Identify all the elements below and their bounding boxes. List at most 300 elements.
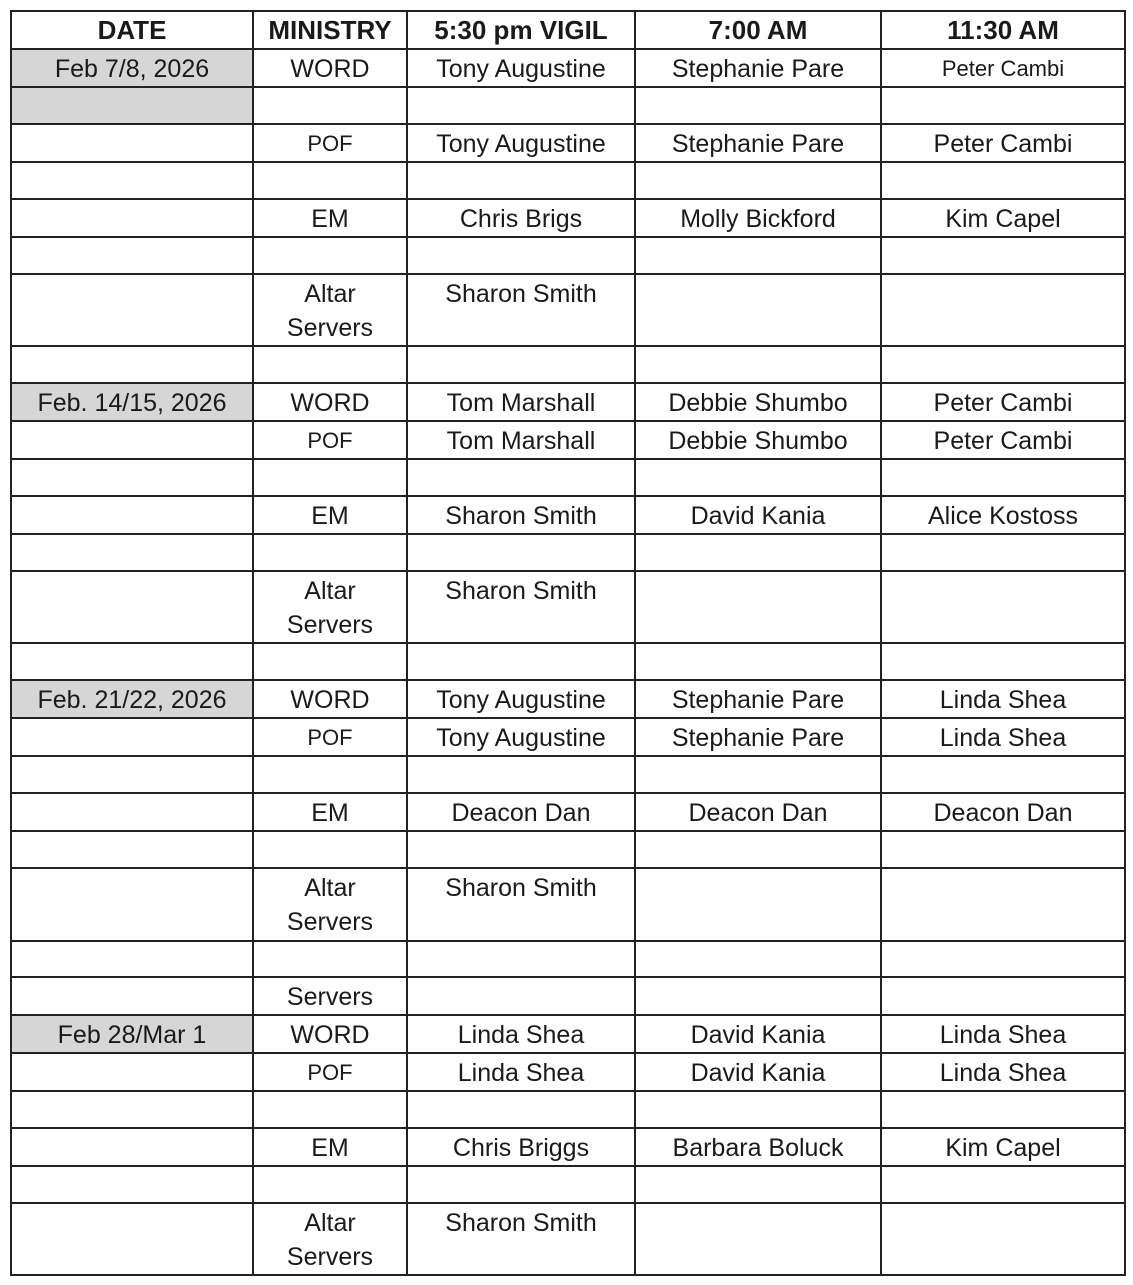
table-row [11,1053,1125,1091]
am7-cell [635,346,881,383]
ministry-cell-text [258,832,402,834]
vigil-cell-text [412,978,630,980]
ministry-cell [253,756,407,793]
am7-cell-text: Stephanie Pare [671,724,845,752]
am7-cell-text: Debbie Shumbo [668,389,848,417]
am1130-cell-text [886,238,1120,240]
table-row [11,571,1125,643]
am7-cell [635,199,881,237]
ministry-cell-text [258,88,402,90]
ministry-cell [253,199,407,237]
table-row [11,49,1125,87]
am7-cell [635,534,881,571]
am1130-cell-text [886,460,1120,462]
ministry-cell [253,1091,407,1128]
schedule-body [11,49,1125,1275]
ministry-cell-text: Altar Servers [286,280,374,342]
am1130-cell [881,1128,1125,1166]
ministry-cell [253,124,407,162]
date-cell [11,124,253,162]
vigil-cell [407,643,635,680]
date-cell [11,643,253,680]
am1130-cell-text [886,942,1120,944]
am7-cell [635,868,881,941]
am1130-cell-text [886,1092,1120,1094]
ministry-cell-text: POF [307,428,353,453]
table-row [11,237,1125,274]
am1130-cell-text [886,535,1120,537]
ministry-cell-text [258,238,402,240]
am1130-cell [881,49,1125,87]
vigil-cell [407,718,635,756]
vigil-cell [407,459,635,496]
am7-cell [635,162,881,199]
am7-cell-text [640,978,876,980]
ministry-cell-text [258,163,402,165]
vigil-cell-text: Tony Augustine [436,686,606,714]
date-cell [11,162,253,199]
table-row [11,718,1125,756]
am7-cell [635,1053,881,1091]
vigil-cell-text [412,535,630,537]
vigil-cell-text [412,1167,630,1169]
am1130-cell [881,421,1125,459]
date-cell [11,199,253,237]
vigil-cell-text [412,347,630,349]
am7-cell-text [640,757,876,759]
date-cell [11,1053,253,1091]
ministry-cell [253,941,407,977]
am7-cell-text [640,942,876,944]
am1130-cell-text [886,978,1120,980]
date-cell [11,274,253,346]
date-cell [11,534,253,571]
am1130-cell [881,496,1125,534]
header-row [11,11,1125,49]
date-cell-text [16,1167,248,1169]
table-row [11,868,1125,941]
ministry-schedule-table [10,10,1126,1276]
date-cell-text [16,794,248,796]
ministry-cell-text: POF [307,725,353,750]
table-row [11,756,1125,793]
header-ministry: MINISTRY [253,11,407,49]
date-cell [11,87,253,124]
date-cell [11,680,253,718]
table-row [11,793,1125,831]
date-cell-text [16,163,248,165]
vigil-cell [407,1015,635,1053]
ministry-cell [253,274,407,346]
vigil-cell-text: Linda Shea [457,1059,585,1087]
am7-cell-text: Molly Bickford [680,205,836,233]
vigil-cell [407,274,635,346]
am1130-cell-text: Peter Cambi [933,130,1073,158]
ministry-cell [253,459,407,496]
am7-cell [635,49,881,87]
vigil-cell [407,977,635,1015]
ministry-cell [253,571,407,643]
date-cell [11,718,253,756]
am7-cell [635,571,881,643]
vigil-cell [407,49,635,87]
vigil-cell [407,868,635,941]
vigil-cell-text: Linda Shea [457,1021,585,1049]
ministry-cell [253,831,407,868]
header-7am: 7:00 AM [635,11,881,49]
vigil-cell-text: Sharon Smith [445,502,597,530]
am1130-cell-text [886,832,1120,834]
am7-cell [635,87,881,124]
am1130-cell-text: Peter Cambi [933,389,1073,417]
am7-cell [635,274,881,346]
ministry-cell [253,1015,407,1053]
table-row [11,124,1125,162]
am7-cell-text [640,88,876,90]
am7-cell [635,1091,881,1128]
vigil-cell-text: Tom Marshall [446,389,596,417]
vigil-cell-text [412,644,630,646]
table-row [11,162,1125,199]
vigil-cell [407,237,635,274]
vigil-cell-text [412,942,630,944]
header-date: DATE [11,11,253,49]
table-row [11,346,1125,383]
header-vigil: 5:30 pm VIGIL [407,11,635,49]
table-row [11,199,1125,237]
table-row [11,941,1125,977]
am7-cell-text [640,347,876,349]
ministry-cell-text: POF [307,1060,353,1085]
vigil-cell [407,199,635,237]
vigil-cell-text: Chris Briggs [452,1134,590,1162]
am7-cell-text [640,275,876,277]
vigil-cell [407,496,635,534]
date-cell-text [16,719,248,721]
am1130-cell [881,124,1125,162]
am7-cell-text: David Kania [690,1059,826,1087]
ministry-cell [253,1203,407,1275]
am1130-cell [881,571,1125,643]
am7-cell-text [640,460,876,462]
ministry-cell-text [258,644,402,646]
vigil-cell-text: Chris Brigs [459,205,583,233]
date-cell [11,421,253,459]
ministry-cell-text: EM [311,205,349,233]
date-cell-text [16,347,248,349]
am7-cell-text: Debbie Shumbo [668,427,848,455]
am1130-cell-text: Linda Shea [939,1059,1067,1087]
ministry-cell [253,680,407,718]
vigil-cell-text [412,88,630,90]
ministry-cell [253,1053,407,1091]
vigil-cell-text: Tony Augustine [436,55,606,83]
vigil-cell [407,421,635,459]
date-cell-text [16,832,248,834]
vigil-cell-text: Tom Marshall [446,427,596,455]
am1130-cell-text: Peter Cambi [933,427,1073,455]
table-row [11,680,1125,718]
vigil-cell-text: Deacon Dan [451,799,591,827]
am1130-cell [881,868,1125,941]
vigil-cell-text: Sharon Smith [445,280,597,308]
ministry-cell-text: EM [311,502,349,530]
am7-cell-text [640,832,876,834]
am1130-cell [881,1091,1125,1128]
ministry-cell [253,643,407,680]
date-cell [11,756,253,793]
am7-cell [635,237,881,274]
date-cell-text [16,1204,248,1206]
ministry-cell-text [258,942,402,944]
ministry-cell-text [258,460,402,462]
ministry-cell [253,534,407,571]
vigil-cell-text [412,1092,630,1094]
am7-cell [635,718,881,756]
am7-cell-text [640,1092,876,1094]
ministry-cell [253,868,407,941]
ministry-cell-text: WORD [290,686,370,714]
ministry-cell [253,421,407,459]
am1130-cell-text: Deacon Dan [933,799,1073,827]
am1130-cell-text [886,572,1120,574]
table-row [11,274,1125,346]
vigil-cell [407,1166,635,1203]
date-cell-text: Feb 7/8, 2026 [54,55,210,83]
ministry-cell-text: Altar Servers [286,874,374,936]
am1130-cell [881,756,1125,793]
am1130-cell-text [886,644,1120,646]
am7-cell-text [640,572,876,574]
am7-cell-text: Stephanie Pare [671,130,845,158]
vigil-cell-text: Tony Augustine [436,130,606,158]
date-cell-text [16,942,248,944]
date-cell [11,1091,253,1128]
ministry-cell [253,346,407,383]
ministry-cell-text: EM [311,1134,349,1162]
am1130-cell [881,1203,1125,1275]
am1130-cell [881,459,1125,496]
vigil-cell [407,87,635,124]
date-cell [11,793,253,831]
am7-cell [635,383,881,421]
am7-cell-text [640,163,876,165]
ministry-cell-text: WORD [290,55,370,83]
table-row [11,643,1125,680]
date-cell-text [16,644,248,646]
ministry-cell [253,237,407,274]
am1130-cell [881,680,1125,718]
vigil-cell [407,162,635,199]
table-row [11,459,1125,496]
am1130-cell [881,1015,1125,1053]
am7-cell [635,496,881,534]
table-row [11,1128,1125,1166]
ministry-cell [253,87,407,124]
am7-cell [635,1203,881,1275]
am7-cell-text [640,1167,876,1169]
am7-cell [635,421,881,459]
vigil-cell-text [412,238,630,240]
date-cell [11,571,253,643]
ministry-cell-text: Altar Servers [286,577,374,639]
date-cell-text [16,497,248,499]
vigil-cell [407,383,635,421]
ministry-cell [253,383,407,421]
date-cell-text [16,422,248,424]
date-cell-text [16,238,248,240]
am7-cell [635,459,881,496]
ministry-cell-text [258,757,402,759]
ministry-cell [253,977,407,1015]
date-cell [11,1203,253,1275]
am1130-cell-text: Alice Kostoss [927,502,1079,530]
date-cell [11,1166,253,1203]
am1130-cell [881,383,1125,421]
date-cell-text [16,757,248,759]
am1130-cell-text: Kim Capel [945,1134,1061,1162]
date-cell [11,237,253,274]
am1130-cell-text: Linda Shea [939,1021,1067,1049]
am7-cell [635,793,881,831]
am1130-cell [881,346,1125,383]
ministry-cell-text [258,347,402,349]
am7-cell-text [640,644,876,646]
date-cell-text [16,460,248,462]
date-cell [11,868,253,941]
date-cell [11,977,253,1015]
date-cell-text: Feb 28/Mar 1 [57,1021,207,1049]
vigil-cell [407,1203,635,1275]
am1130-cell [881,87,1125,124]
am1130-cell-text [886,163,1120,165]
am1130-cell-text: Linda Shea [939,686,1067,714]
date-cell [11,496,253,534]
ministry-cell-text: Servers [286,983,374,1011]
ministry-cell-text: EM [311,799,349,827]
vigil-cell [407,1128,635,1166]
vigil-cell-text: Tony Augustine [436,724,606,752]
header-1130am: 11:30 AM [881,11,1125,49]
date-cell-text [16,1054,248,1056]
date-cell-text [16,572,248,574]
am1130-cell [881,274,1125,346]
am1130-cell-text: Kim Capel [945,205,1061,233]
vigil-cell [407,124,635,162]
vigil-cell-text [412,460,630,462]
ministry-cell [253,1166,407,1203]
ministry-cell-text: WORD [290,389,370,417]
date-cell [11,383,253,421]
am1130-cell-text: Linda Shea [939,724,1067,752]
vigil-cell [407,1091,635,1128]
ministry-cell-text: Altar Servers [286,1209,374,1271]
date-cell-text [16,1129,248,1131]
vigil-cell [407,534,635,571]
ministry-cell [253,49,407,87]
am7-cell [635,1015,881,1053]
table-row [11,534,1125,571]
vigil-cell [407,680,635,718]
vigil-cell-text [412,757,630,759]
am7-cell [635,831,881,868]
am7-cell [635,977,881,1015]
vigil-cell-text [412,832,630,834]
date-cell-text [16,978,248,980]
am7-cell-text [640,1204,876,1206]
am1130-cell [881,831,1125,868]
table-row [11,1203,1125,1275]
am7-cell [635,941,881,977]
vigil-cell [407,1053,635,1091]
am1130-cell-text [886,1167,1120,1169]
am1130-cell [881,534,1125,571]
am7-cell [635,1128,881,1166]
am1130-cell [881,941,1125,977]
vigil-cell-text: Sharon Smith [445,1209,597,1237]
am1130-cell [881,199,1125,237]
vigil-cell [407,756,635,793]
ministry-cell-text [258,1092,402,1094]
table-row [11,977,1125,1015]
vigil-cell [407,831,635,868]
table-row [11,383,1125,421]
am7-cell-text: Deacon Dan [688,799,828,827]
table-row [11,831,1125,868]
am7-cell-text: Stephanie Pare [671,55,845,83]
date-cell-text: Feb. 14/15, 2026 [37,389,227,417]
ministry-cell-text: WORD [290,1021,370,1049]
vigil-cell [407,346,635,383]
am7-cell-text: David Kania [690,502,826,530]
date-cell-text [16,88,248,90]
am1130-cell-text [886,88,1120,90]
date-cell-text [16,1092,248,1094]
table-row [11,496,1125,534]
date-cell-text: Feb. 21/22, 2026 [37,686,227,714]
ministry-cell [253,162,407,199]
date-cell-text [16,125,248,127]
am7-cell-text [640,535,876,537]
vigil-cell [407,941,635,977]
am7-cell-text [640,869,876,871]
am1130-cell [881,237,1125,274]
am1130-cell [881,162,1125,199]
date-cell [11,49,253,87]
date-cell [11,1015,253,1053]
am7-cell [635,643,881,680]
am1130-cell [881,977,1125,1015]
am7-cell [635,756,881,793]
am7-cell-text: Stephanie Pare [671,686,845,714]
ministry-cell-text [258,1167,402,1169]
ministry-cell-text: POF [307,131,353,156]
am7-cell-text: David Kania [690,1021,826,1049]
am1130-cell [881,1166,1125,1203]
ministry-cell-text [258,535,402,537]
am7-cell [635,124,881,162]
date-cell [11,1128,253,1166]
vigil-cell-text: Sharon Smith [445,874,597,902]
ministry-cell [253,496,407,534]
am7-cell [635,1166,881,1203]
am1130-cell-text [886,869,1120,871]
am1130-cell [881,1053,1125,1091]
date-cell [11,346,253,383]
vigil-cell-text [412,163,630,165]
am1130-cell [881,718,1125,756]
ministry-cell [253,793,407,831]
